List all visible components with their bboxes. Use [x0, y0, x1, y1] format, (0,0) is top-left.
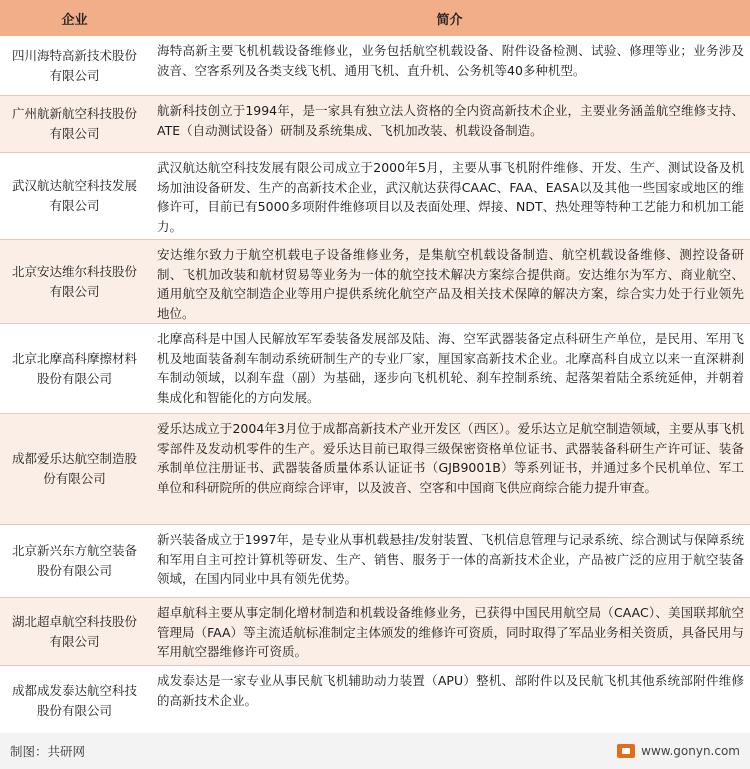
- footer: [0, 733, 750, 769]
- company-name: 四川海特高新技术股份有限公司: [11, 47, 137, 83]
- company-name: 成都爱乐达航空制造股份有限公司: [11, 451, 137, 486]
- company-intro: 武汉航达航空科技发展有限公司成立于2000年5月，主要从事飞机附件维修、开发、生产、测试设备及机场加油设备研发、生产的高新技术企业，武汉航达获得CAAC、FAA、EASA以及其他一些国家或地区的维修许可，目前已有5000多项附件维修项目以及表面处理、焊接、NDT、热处理等特种工艺能力和机加工能力。: [157, 160, 744, 234]
- company-name: 武汉航达航空科技发展有限公司: [11, 178, 137, 213]
- company-name: 广州航新航空科技股份有限公司: [11, 106, 137, 141]
- company-intro: 新兴装备成立于1997年，是专业从事机载悬挂/发射装置、飞机信息管理与记录系统、综合测试与保障系统和军用自主可控计算机等研发、生产、销售、服务于一体的高新技术企业，产品被广泛的应用于航空装备领域，在国内同业中具有领先优势。: [157, 532, 744, 587]
- company-intro: 航新科技创立于1994年，是一家具有独立法人资格的全内资高新技术企业，主要业务涵盖航空维修支持、ATE（自动测试设备）研制及系统集成、飞机加改装、机载设备制造。: [157, 103, 744, 138]
- header-intro: 简介: [436, 12, 463, 28]
- company-name: 湖北超卓航空科技股份有限公司: [11, 613, 137, 649]
- company-intro: 北摩高科是中国人民解放军军委装备发展部及陆、海、空军武器装备定点科研生产单位，是民用、军用飞机及地面装备刹车制动系统研制生产的专业厂家，厘国家高新技术企业。北摩高科自成立以来一直深耕刹车制动领域，以刹车盘（副）为基础，逐步向飞机机轮、刹车控制系统、起落架着陆全系统延伸，并朝着集成化和智能化的方向发展。: [157, 331, 744, 405]
- company-intro: 超卓航科主要从事定制化增材制造和机载设备维修业务，已获得中国民用航空局（CAAC）、美国联邦航空管理局（FAA）等主流适航标准制定主体颁发的维修许可资质，同时取得了军品业务相关资质，具备民用与军用航空器维修许可资质。: [157, 605, 744, 660]
- company-intro: 海特高新主要飞机机载设备维修业，业务包括航空机载设备、附件设备检测、试验、修理等业；业务涉及波音、空客系列及各类支线飞机、通用飞机、直升机、公务机等40多种机型。: [157, 43, 744, 78]
- company-intro: 安达维尔致力于航空机载电子设备维修业务，是集航空机载设备制造、航空机载设备维修、测控设备研制、飞机加改装和航材贸易等业务为一体的航空技术解决方案综合提供商。安达维尔为军方、商业航空、通用航空及航空制造企业等用户提供系统化航空产品及相关技术保障的解决方案，综合实力处于行业领先地位。: [157, 247, 744, 321]
- table-row: [0, 240, 750, 324]
- company-intro: 成发泰达是一家专业从事民航飞机辅助动力装置（APU）整机、部附件以及民航飞机其他系统部附件维修的高新技术企业。: [157, 673, 744, 708]
- company-name: 北京安达维尔科技股份有限公司: [11, 263, 137, 299]
- table-row: [0, 525, 750, 598]
- table-row: [0, 36, 750, 96]
- company-name: 北京新兴东方航空装备股份有限公司: [11, 543, 137, 578]
- table-row: [0, 666, 750, 736]
- table-row: [0, 414, 750, 525]
- table-row: [0, 598, 750, 666]
- table-row: [0, 153, 750, 240]
- site-badge: [617, 744, 740, 758]
- table-row: [0, 96, 750, 153]
- header-company: 企业: [61, 12, 88, 28]
- table-row: [0, 324, 750, 414]
- site-url: www.gonyn.com: [641, 744, 740, 758]
- table-header: [0, 0, 750, 36]
- source-credit: 制图：共研网: [10, 744, 86, 759]
- company-intro: 爱乐达成立于2004年3月位于成都高新技术产业开发区（西区）。爱乐达立足航空制造领域，主要从事飞机零部件及发动机零件的生产。爱乐达目前已取得三级保密资格单位证书、武器装备科研生产许可证、装备承制单位注册证书、武器装备质量体系认证证书（GJB9001B）等系列证书，并通过多个民机单位、军工单位和科研院所的供应商综合评审，以及波音、空客和中国商飞供应商综合能力提升审查。: [157, 421, 744, 495]
- gonyn-logo-icon: [617, 744, 635, 758]
- company-name: 成都成发泰达航空科技股份有限公司: [11, 683, 137, 718]
- company-name: 北京北摩高科摩擦材料股份有限公司: [11, 350, 137, 386]
